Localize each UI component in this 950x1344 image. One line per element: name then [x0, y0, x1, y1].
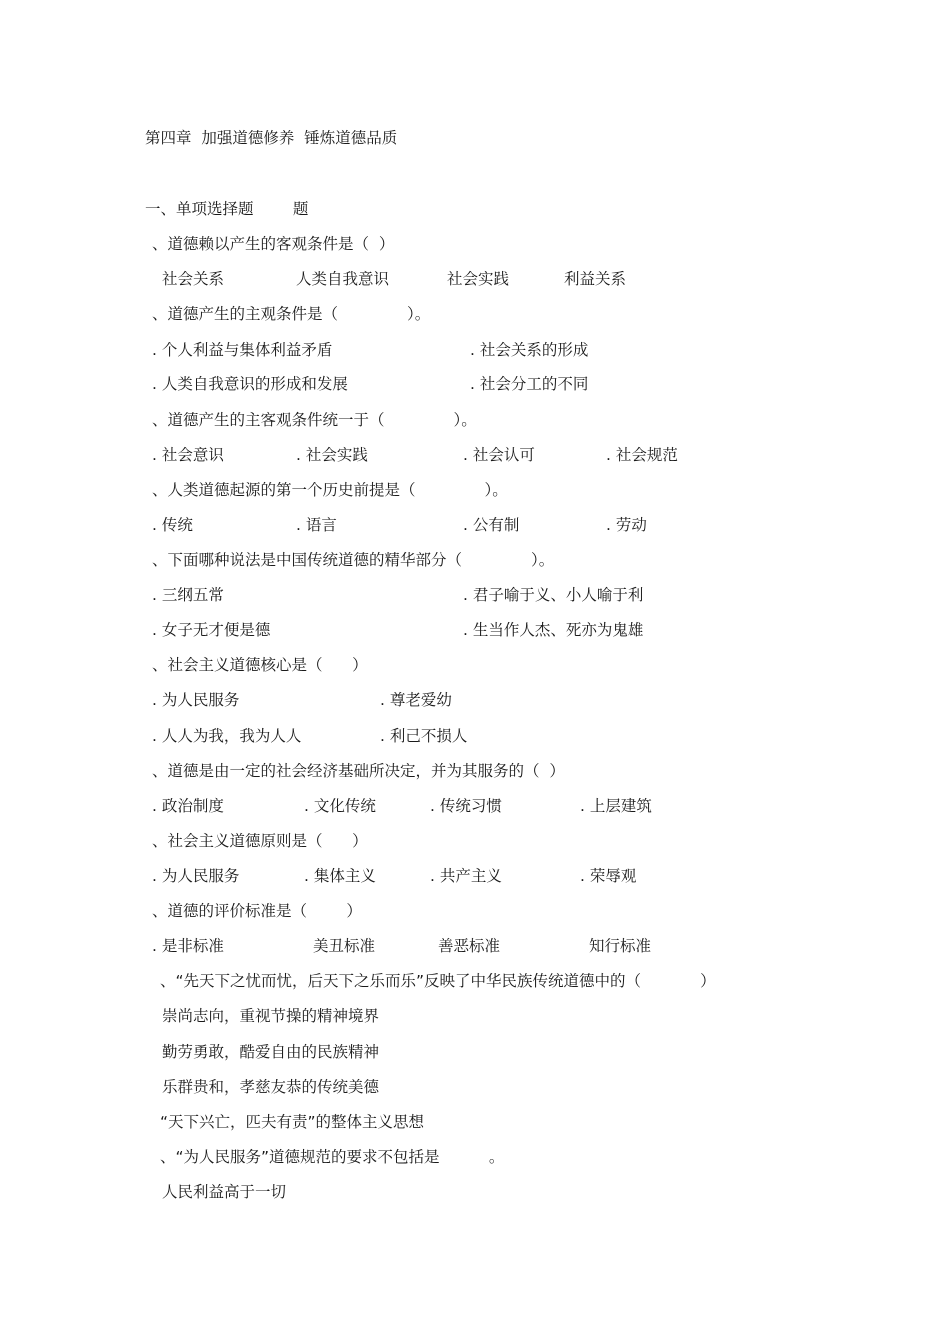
- q9-option-d: 知行标准: [589, 937, 652, 955]
- q5-option-a: . 三纲五常: [152, 586, 224, 604]
- section-heading: 一、单项选择题 题: [145, 200, 309, 218]
- q11-option-a: 人民利益高于一切: [162, 1183, 287, 1201]
- q6-option-a: . 为人民服务: [152, 691, 240, 709]
- q4-option-b: . 语言: [296, 516, 337, 534]
- q6-option-b: . 尊老爱幼: [380, 691, 452, 709]
- q2-option-c: . 人类自我意识的形成和发展: [152, 375, 348, 393]
- question-1-stem: 、道德赖以产生的客观条件是（ ）: [152, 235, 395, 253]
- question-7-stem: 、道德是由一定的社会经济基础所决定，并为其服务的（ ）: [152, 762, 565, 780]
- question-3-stem: 、道德产生的主客观条件统一于（ ）。: [152, 411, 477, 429]
- q10-option-c: 乐群贵和，孝慈友恭的传统美德: [162, 1078, 380, 1096]
- q4-option-d: . 劳动: [606, 516, 647, 534]
- q9-option-a: . 是非标准: [152, 937, 224, 955]
- q1-option-d: 利益关系: [564, 270, 627, 288]
- q1-option-a: 社会关系: [162, 270, 225, 288]
- q6-option-d: . 利己不损人: [380, 727, 468, 745]
- question-2-stem: 、道德产生的主观条件是（ ）。: [152, 305, 431, 323]
- q3-option-c: . 社会认可: [463, 446, 535, 464]
- q3-option-a: . 社会意识: [152, 446, 224, 464]
- q4-option-a: . 传统: [152, 516, 193, 534]
- q10-option-a: 崇尚志向，重视节操的精神境界: [162, 1007, 380, 1025]
- question-4-stem: 、人类道德起源的第一个历史前提是（ ）。: [152, 481, 508, 499]
- q2-option-a: . 个人利益与集体利益矛盾: [152, 341, 333, 359]
- q4-option-c: . 公有制: [463, 516, 520, 534]
- q10-option-b: 勤劳勇敢，酷爱自由的民族精神: [162, 1043, 380, 1061]
- q7-option-b: . 文化传统: [304, 797, 376, 815]
- question-11-stem: 、“为人民服务”道德规范的要求不包括是 。: [160, 1148, 505, 1166]
- q8-option-a: . 为人民服务: [152, 867, 240, 885]
- q6-option-c: . 人人为我，我为人人: [152, 727, 302, 745]
- q8-option-c: . 共产主义: [430, 867, 502, 885]
- chapter-title: 第四章 加强道德修养 锤炼道德品质: [145, 129, 398, 147]
- q2-option-d: . 社会分工的不同: [470, 375, 589, 393]
- q10-option-d: “天下兴亡，匹夫有责”的整体主义思想: [160, 1113, 425, 1131]
- q9-option-b: 美丑标准: [313, 937, 376, 955]
- q8-option-b: . 集体主义: [304, 867, 376, 885]
- q7-option-d: . 上层建筑: [580, 797, 652, 815]
- q3-option-d: . 社会规范: [606, 446, 678, 464]
- q1-option-c: 社会实践: [447, 270, 510, 288]
- q1-option-b: 人类自我意识: [296, 270, 390, 288]
- q7-option-a: . 政治制度: [152, 797, 224, 815]
- q5-option-c: . 女子无才便是德: [152, 621, 271, 639]
- question-8-stem: 、社会主义道德原则是（ ）: [152, 832, 368, 850]
- q7-option-c: . 传统习惯: [430, 797, 502, 815]
- q5-option-d: . 生当作人杰、死亦为鬼雄: [463, 621, 644, 639]
- q9-option-c: 善恶标准: [438, 937, 501, 955]
- q8-option-d: . 荣辱观: [580, 867, 637, 885]
- question-9-stem: 、道德的评价标准是（ ）: [152, 902, 362, 920]
- q5-option-b: . 君子喻于义、小人喻于利: [463, 586, 644, 604]
- q3-option-b: . 社会实践: [296, 446, 368, 464]
- q2-option-b: . 社会关系的形成: [470, 341, 589, 359]
- question-6-stem: 、社会主义道德核心是（ ）: [152, 656, 368, 674]
- question-5-stem: 、下面哪种说法是中国传统道德的精华部分（ ）。: [152, 551, 555, 569]
- question-10-stem: 、“先天下之忧而忧，后天下之乐而乐”反映了中华民族传统道德中的（ ）: [160, 972, 716, 990]
